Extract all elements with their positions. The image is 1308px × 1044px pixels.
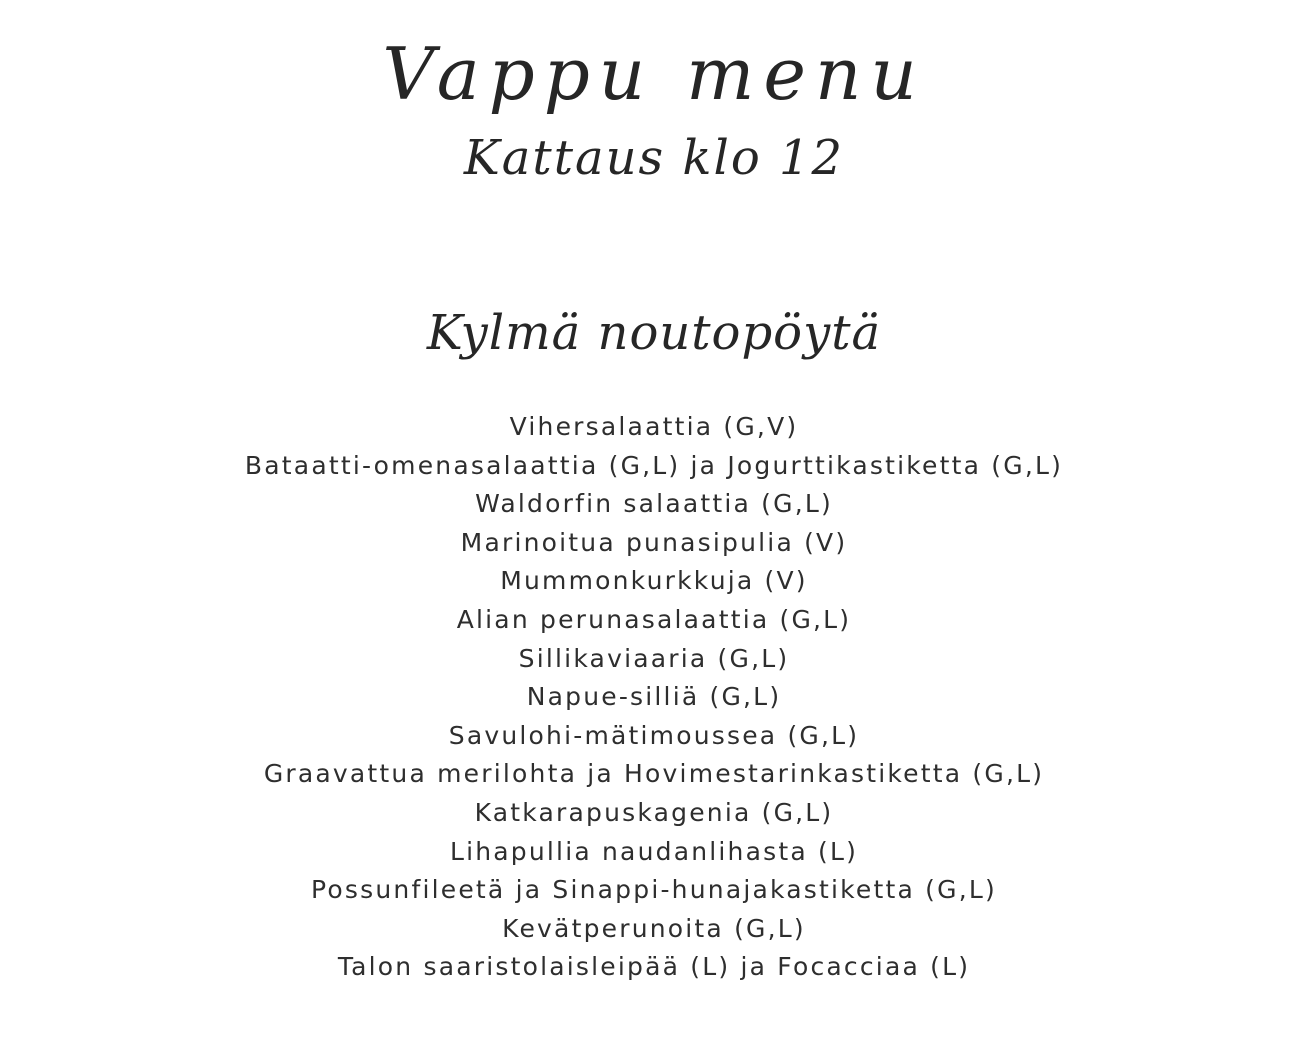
menu-item: Vihersalaattia (G,V) <box>509 412 799 441</box>
menu-title: Vappu menu <box>382 32 926 116</box>
menu-item: Savulohi-mätimoussea (G,L) <box>448 720 860 750</box>
menu-item: Graavattua merilohta ja Hovimestarinkastiketta (G,L) <box>263 759 1045 789</box>
serving-time: Kattaus klo 12 <box>463 130 845 186</box>
menu-item: Possunfileetä ja Sinappi-hunajakastiketta (G,L) <box>311 875 997 905</box>
menu-list <box>0 408 1308 987</box>
menu-item: Waldorfin salaattia (G,L) <box>475 489 833 519</box>
menu-item: Bataatti-omenasalaattia (G,L) ja Jogurttikastiketta (G,L) <box>244 450 1064 480</box>
menu-item: Marinoitua punasipulia (V) <box>460 527 848 557</box>
menu-item: Katkarapuskagenia (G,L) <box>474 797 834 827</box>
menu-item: Napue-silliä (G,L) <box>526 682 782 712</box>
menu-item: Sillikaviaaria (G,L) <box>518 643 790 673</box>
menu-item: Talon saaristolaisleipää (L) ja Focacciaa (L) <box>337 952 971 982</box>
menu-item: Mummonkurkkuja (V) <box>500 566 808 596</box>
menu-item: Kevätperunoita (G,L) <box>502 913 806 943</box>
section-title: Kylmä noutopöytä <box>426 305 882 361</box>
menu-item: Lihapullia naudanlihasta (L) <box>449 836 859 866</box>
menu-item: Alian perunasalaattia (G,L) <box>456 604 852 634</box>
